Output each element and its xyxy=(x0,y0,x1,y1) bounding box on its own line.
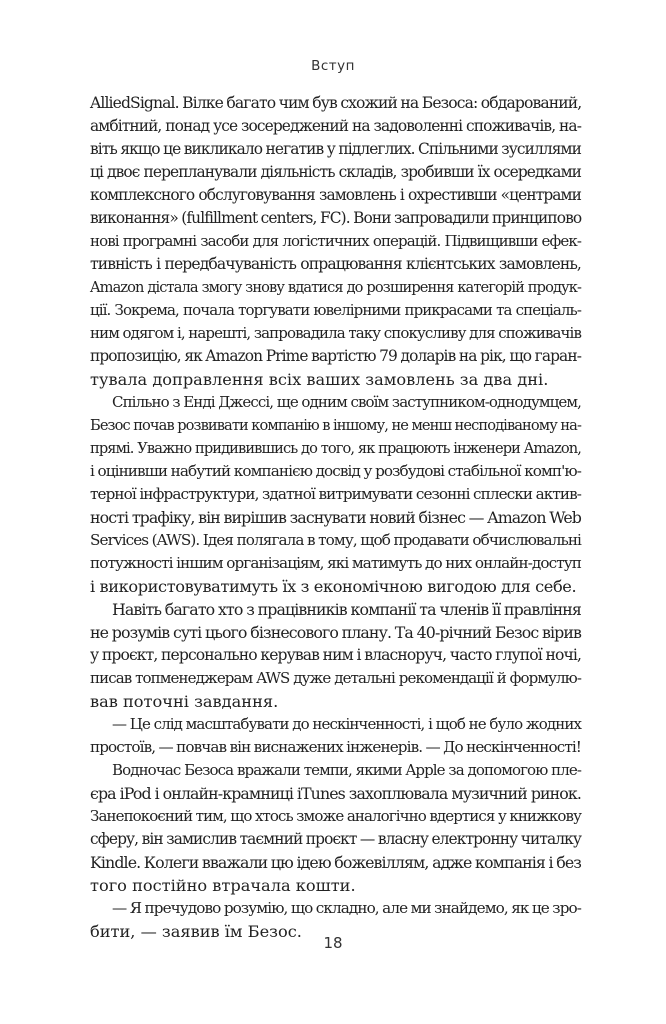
text-line: виконання» (fulfillment centers, FC). Вони запровадили принципово xyxy=(90,209,582,227)
text-line: простоїв, — повчав він виснажених інженерів. — До нескінченності! xyxy=(90,738,581,756)
text-line: Kindle. Колеги вважали цю ідею божевіллям, адже компанія і без xyxy=(90,853,581,872)
text-line: і оцінивши набутий компанією досвід у розбудові стабільної комп'ю- xyxy=(90,462,581,480)
text-line: Занепокоєний тим, що хтось зможе аналогічно вдертися у книжкову xyxy=(90,807,581,825)
text-line: Навіть багато хто з працівників компанії та членів її правління xyxy=(112,600,581,619)
text-line: амбітний, понад усе зосереджений на задоволенні споживачів, на- xyxy=(90,117,581,135)
text-line: AlliedSignal. Вілке багато чим був схожий на Безоса: обдарований, xyxy=(90,94,582,112)
text-line: бити, — заявив їм Безос. xyxy=(90,922,302,941)
body-text xyxy=(90,92,581,943)
text-line: Водночас Безоса вражали темпи, якими Apple за допомогою пле- xyxy=(112,761,581,779)
text-line: терної інфраструктури, здатної витримувати сезонні сплески актив- xyxy=(90,485,581,503)
text-line: сферу, він замислив таємний проєкт — власну електронну читалку xyxy=(90,830,581,848)
text-line: пропозицію, як Amazon Prime вартістю 79 доларів на рік, що гаран- xyxy=(90,347,581,365)
text-line: Безос почав розвивати компанію в іншому, не менш несподіваному на- xyxy=(90,417,581,434)
text-line: Спільно з Енді Джессі, ще одним своїм заступником-однодумцем, xyxy=(112,393,581,411)
text-line: Amazon дістала змогу знову вдатися до розширення категорій продук- xyxy=(90,279,581,296)
text-line: того постійно втрачала кошти. xyxy=(90,876,356,895)
text-line: і використовуватимуть їх з економічною вигодою для себе. xyxy=(90,577,577,596)
running-head: Вступ xyxy=(311,58,355,74)
text-line: прямі. Уважно придивившись до того, як працюють інженери Amazon, xyxy=(90,440,581,457)
text-line: нові програмні засоби для логістичних операцій. Підвищивши ефек- xyxy=(90,232,581,250)
text-line: потужності іншим організаціям, які матимуть до них онлайн-доступ xyxy=(90,554,581,572)
text-line: Services (AWS). Ідея полягала в тому, щоб продавати обчислювальні xyxy=(90,531,581,549)
text-line: ції. Зокрема, почала торгувати ювелірними прикрасами та спеціаль- xyxy=(90,301,581,319)
text-line: єра iPod і онлайн-крамниці iTunes захоплювала музичний ринок. xyxy=(90,784,581,803)
text-line: у проєкт, персонально керував ним і власноруч, часто глупої ночі, xyxy=(90,646,581,664)
text-line: ності трафіку, він вирішив заснувати новий бізнес — Amazon Web xyxy=(90,508,581,527)
text-line: ці двоє перепланували діяльність складів, зробивши їх осередками xyxy=(90,163,581,181)
text-line: ним одягом і, нарешті, запровадила таку спокусливу для споживачів xyxy=(90,324,581,342)
text-line: комплексного обслуговування замовлень і охрестивши «центрами xyxy=(90,186,581,204)
text-line: писав топменеджерам AWS дуже детальні рекомендації й формулю- xyxy=(90,669,581,687)
page-number: 18 xyxy=(323,934,343,952)
text-line: вав поточні завдання. xyxy=(90,692,279,711)
text-line: віть якщо це викликало негатив у підлеглих. Спільними зусиллями xyxy=(90,140,581,158)
text-line: — Я пречудово розумію, що складно, але ми знайдемо, як це зро- xyxy=(112,899,581,917)
text-line: — Це слід масштабувати до нескінченності, і щоб не було жодних xyxy=(112,715,581,733)
text-line: не розумів суті цього бізнесового плану. Та 40-річний Безос вірив xyxy=(90,623,581,642)
text-line: тувала доправлення всіх ваших замовлень за два дні. xyxy=(90,370,549,389)
text-line: тивність і передбачуваність опрацювання клієнтських замовлень, xyxy=(90,255,581,273)
